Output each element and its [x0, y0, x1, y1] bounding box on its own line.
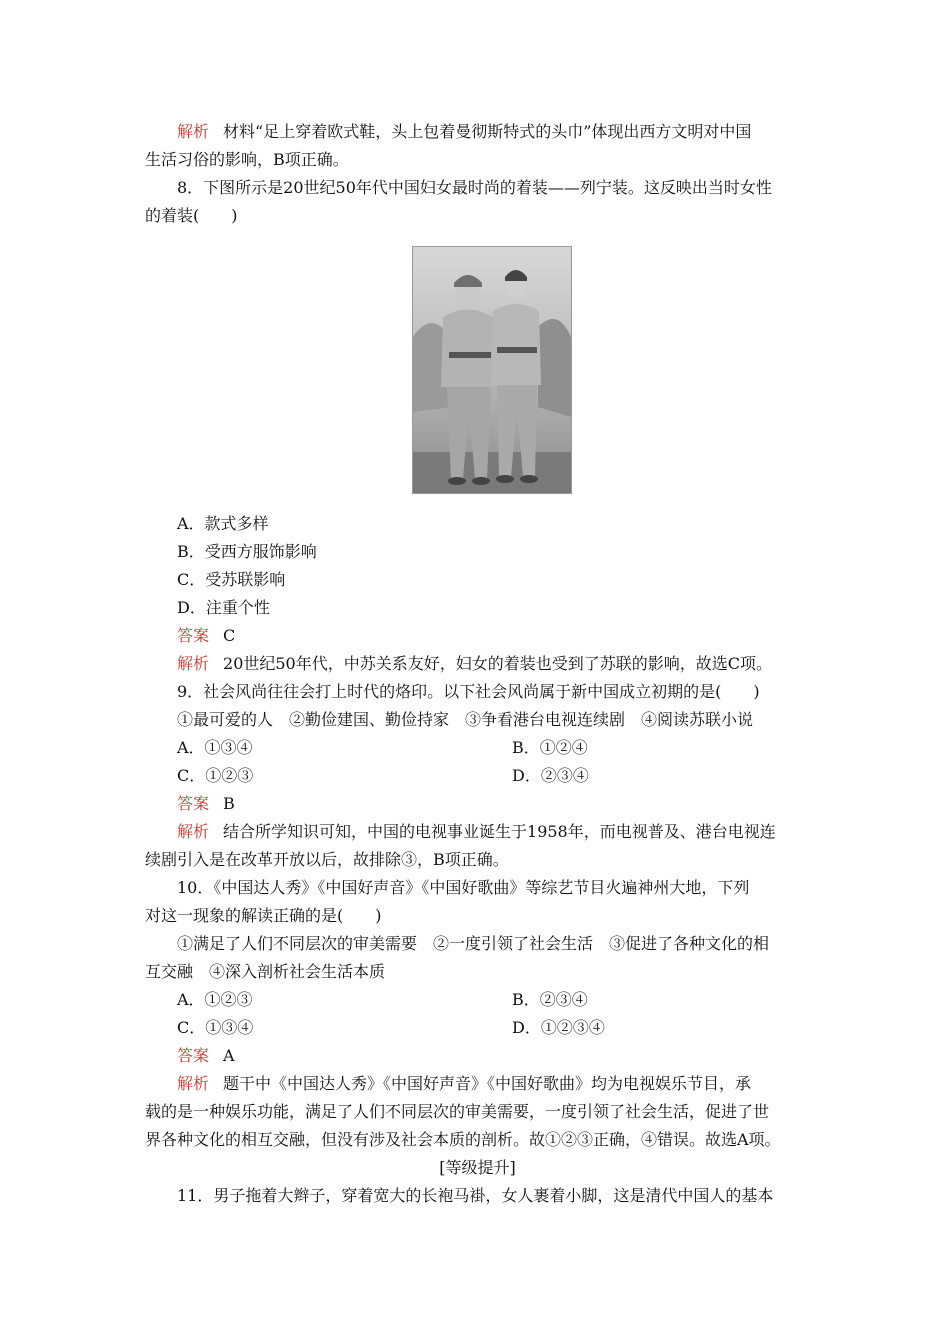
analysis-label: 解析: [177, 654, 210, 673]
answer-label: 答案: [177, 794, 210, 813]
answer-label: 答案: [177, 626, 210, 645]
q10-stem-line-1: 10．《中国达人秀》《中国好声音》《中国好歌曲》等综艺节目火遍神州大地，下列: [177, 878, 750, 897]
q10-analysis-line-3: 界各种文化的相互交融，但没有涉及社会本质的剖析。故①②③正确，④错误。故选A项。: [145, 1130, 781, 1149]
photo-illustration: [413, 247, 571, 493]
q8-stem-line-1: 8．下图所示是20世纪50年代中国妇女最时尚的着装——列宁装。这反映出当时女性: [177, 178, 772, 197]
q9-items: ①最可爱的人 ②勤俭建国、勤俭持家 ③争看港台电视连续剧 ④阅读苏联小说: [177, 710, 754, 729]
q7-analysis-line-1: 解析 材料“足上穿着欧式鞋，头上包着曼彻斯特式的头巾”体现出西方文明对中国: [177, 122, 752, 141]
analysis-label: 解析: [177, 122, 210, 141]
q10-items-line-1: ①满足了人们不同层次的审美需要 ②一度引领了社会生活 ③促进了各种文化的相: [177, 934, 770, 953]
q11-stem-line-1: 11．男子拖着大辫子，穿着宽大的长袍马褂，女人裹着小脚，这是清代中国人的基本: [177, 1186, 774, 1205]
q10-analysis-line-2: 载的是一种娱乐功能，满足了人们不同层次的审美需要，一度引领了社会生活，促进了世: [145, 1102, 770, 1121]
q9-answer: 答案 B: [177, 794, 235, 813]
analysis-label: 解析: [177, 822, 210, 841]
q8-option-a: A．款式多样: [177, 514, 269, 533]
q10-stem-line-2: 对这一现象的解读正确的是( ): [145, 906, 382, 925]
q9-options-row-1: A．①③④ B．①②④: [177, 738, 588, 757]
answer-label: 答案: [177, 1046, 210, 1065]
lenin-suit-photo: [412, 246, 572, 494]
q9-analysis-line-2: 续剧引入是在改革开放以后，故排除③，B项正确。: [145, 850, 509, 869]
q9-options-row-2: C．①②③ D．②③④: [177, 766, 589, 785]
q10-options-row-2: C．①③④ D．①②③④: [177, 1018, 605, 1037]
q10-answer: 答案 A: [177, 1046, 235, 1065]
q10-options-row-1: A．①②③ B．②③④: [177, 990, 588, 1009]
q7-analysis-line-2: 生活习俗的影响，B项正确。: [145, 150, 349, 169]
q9-analysis-line-1: 解析 结合所学知识可知，中国的电视事业诞生于1958年，而电视普及、港台电视连: [177, 822, 776, 841]
q8-analysis: 解析 20世纪50年代，中苏关系友好，妇女的着装也受到了苏联的影响，故选C项。: [177, 654, 772, 673]
q8-stem-line-2: 的着装( ): [145, 206, 238, 225]
q8-answer: 答案 C: [177, 626, 236, 645]
analysis-label: 解析: [177, 1074, 210, 1093]
q8-option-c: C．受苏联影响: [177, 570, 286, 589]
q8-option-d: D．注重个性: [177, 598, 270, 617]
section-heading: [等级提升]: [439, 1158, 516, 1177]
q10-items-line-2: 互交融 ④深入剖析社会生活本质: [145, 962, 386, 981]
q8-option-b: B．受西方服饰影响: [177, 542, 317, 561]
q9-stem: 9．社会风尚往往会打上时代的烙印。以下社会风尚属于新中国成立初期的是( ): [177, 682, 760, 701]
q10-analysis-line-1: 解析 题干中《中国达人秀》《中国好声音》《中国好歌曲》均为电视娱乐节目，承: [177, 1074, 752, 1093]
